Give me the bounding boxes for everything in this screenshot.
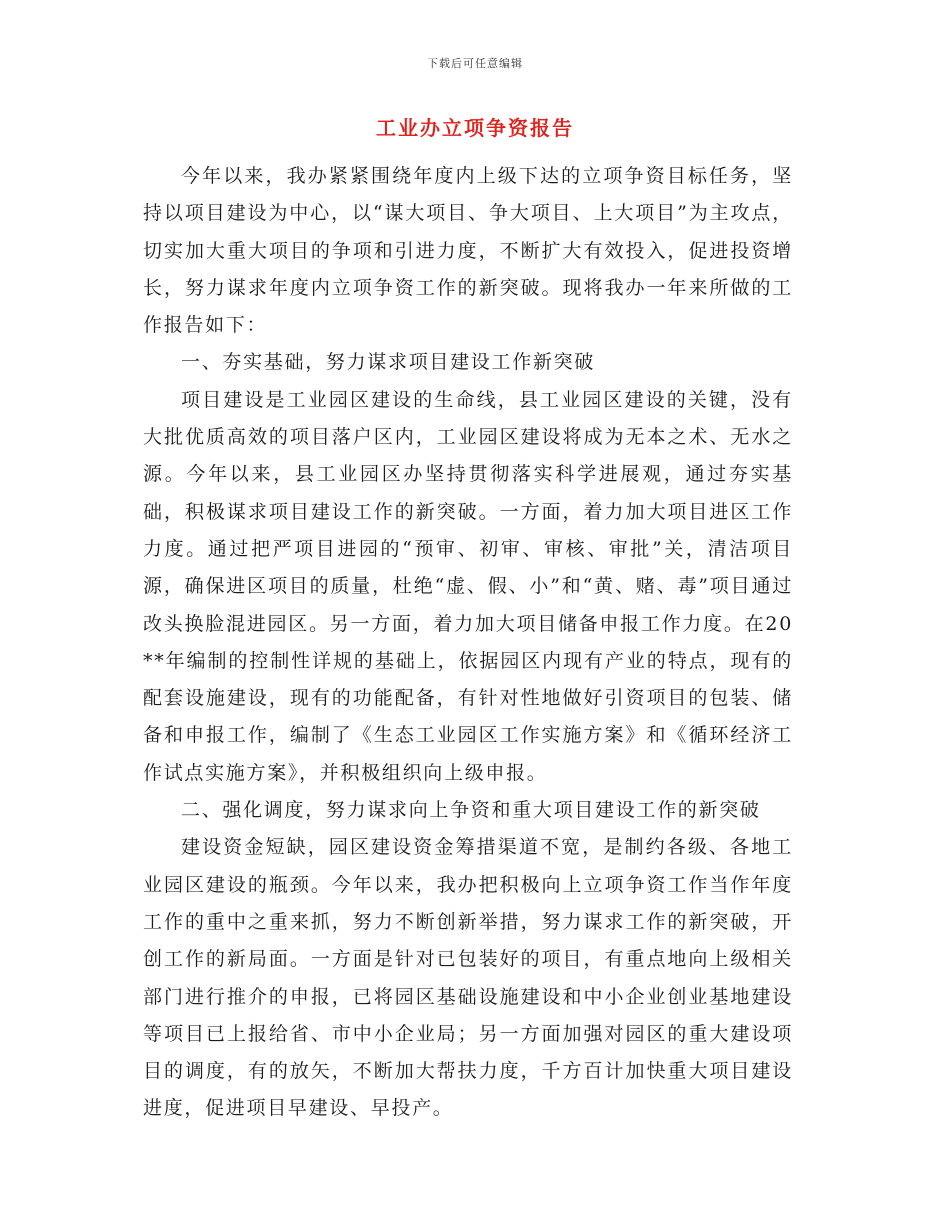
section-heading-2: 二、强化调度，努力谋求向上争资和重大项目建设工作的新突破 (181, 799, 761, 822)
paragraph-section-2: 建设资金短缺，园区建设资金筹措渠道不宽，是制约各级、各地工业园区建设的瓶颈。今年以来，我办把积极向上立项争资工作当作年度工作的重中之重来抓，努力不断创新举措，努力谋求工作的新突破，开创工作的新局面。一方面是针对已包装好的项目，有重点地向上级相关部门进行推介的申报，已将园区基础设施建设和中小企业创业基地建设等项目已上报给省、市中小企业局；另一方面加强对园区的重大建设项目的调度，有的放矢，不断加大帮扶力度，千方百计加快重大项目建设进度，促进项目早建设、早投产。 (143, 836, 793, 1120)
paragraph-section-1: 项目建设是工业园区建设的生命线，县工业园区建设的关键，没有大批优质高效的项目落户区内，工业园区建设将成为无本之术、无水之源。今年以来，县工业园区办坚持贯彻落实科学进展观，通过夯实基础，积极谋求项目建设工作的新突破。一方面，着力加大项目进区工作力度。通过把严项目进园的“预审、初审、审核、审批”关，清洁项目源，确保进区项目的质量，杜绝“虚、假、小”和“黄、赌、毒”项目通过改头换脸混进园区。另一方面，着力加大项目储备申报工作力度。在20**年编制的控制性详规的基础上，依据园区内现有产业的特点，现有的配套设施建设，现有的功能配备，有针对性地做好引资项目的包装、储备和申报工作，编制了《生态工业园区工作实施方案》和《循环经济工作试点实施方案》，并积极组织向上级申报。 (143, 388, 793, 784)
document-body (143, 158, 793, 1128)
section-heading-1: 一、夯实基础，努力谋求项目建设工作新突破 (181, 351, 596, 374)
paragraph-intro: 今年以来，我办紧紧围绕年度内上级下达的立项争资目标任务，坚持以项目建设为中心，以“谋大项目、争大项目、上大项目”为主攻点，切实加大重大项目的争项和引进力度，不断扩大有效投入，促进投资增长，努力谋求年度内立项争资工作的新突破。现将我办一年来所做的工作报告如下： (143, 165, 793, 337)
document-title: 工业办立项争资报告 (376, 116, 574, 140)
page-header-note: 下载后可任意编辑 (427, 57, 523, 70)
